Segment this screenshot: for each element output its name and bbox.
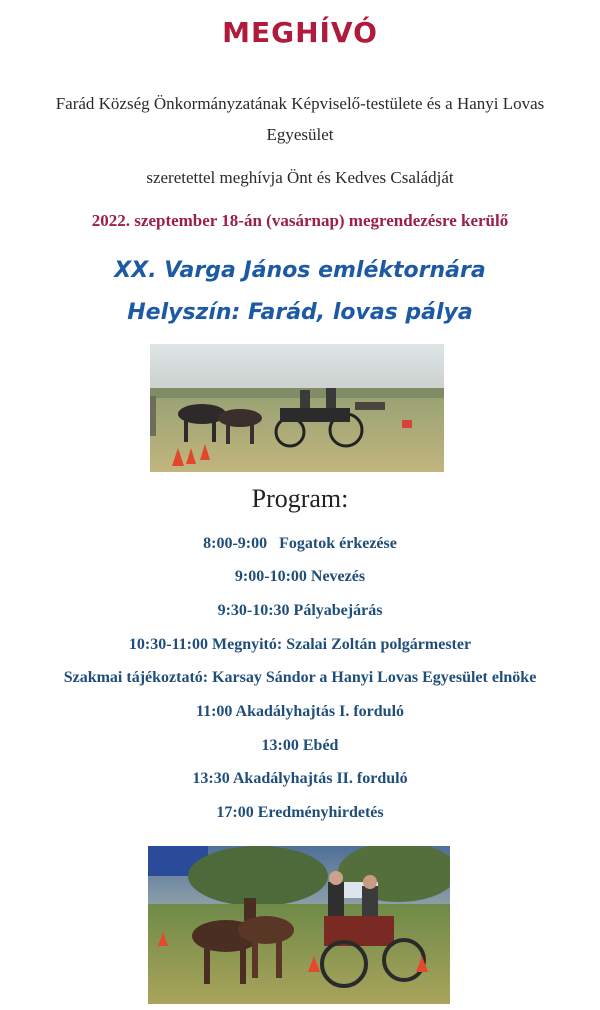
carriage-photo-2-image [148,846,450,1004]
program-item: Szakmai tájékoztató: Karsay Sándor a Hanyi Lovas Egyesület elnöke [63,669,537,686]
carriage-photo-1-image [150,344,444,472]
organizers-line-1: Farád Község Önkormányzatának Képviselő-testülete és a Hanyi Lovas [55,94,545,113]
program-item: 10:30-11:00 Megnyitó: Szalai Zoltán polgármester [128,636,472,653]
organizers-text [20,88,580,150]
program-item: 8:00-9:00 Fogatok érkezése [203,535,397,552]
page-title: MEGHÍVÓ [222,16,378,49]
program-item: 13:00 Ebéd [261,737,339,754]
carriage-photo-2 [148,846,450,1004]
event-location: Helyszín: Farád, lovas pálya [127,300,473,325]
invitation-text: szeretettel meghívja Önt és Kedves Családját [146,168,454,187]
program-item: 9:00-10:00 Nevezés [234,568,366,585]
program-item: 9:30-10:30 Pályabejárás [217,602,383,619]
carriage-photo-1 [150,344,444,472]
program-item: 11:00 Akadályhajtás I. forduló [195,703,405,720]
program-item: 17:00 Eredményhirdetés [216,804,384,821]
event-date: 2022. szeptember 18-án (vasárnap) megrendezésre kerülő [91,211,509,230]
program-title: Program: [251,484,349,513]
event-name: XX. Varga János emléktornára [114,258,486,283]
organizers-line-2: Egyesület [266,125,334,144]
program-item: 13:30 Akadályhajtás II. forduló [192,770,408,787]
